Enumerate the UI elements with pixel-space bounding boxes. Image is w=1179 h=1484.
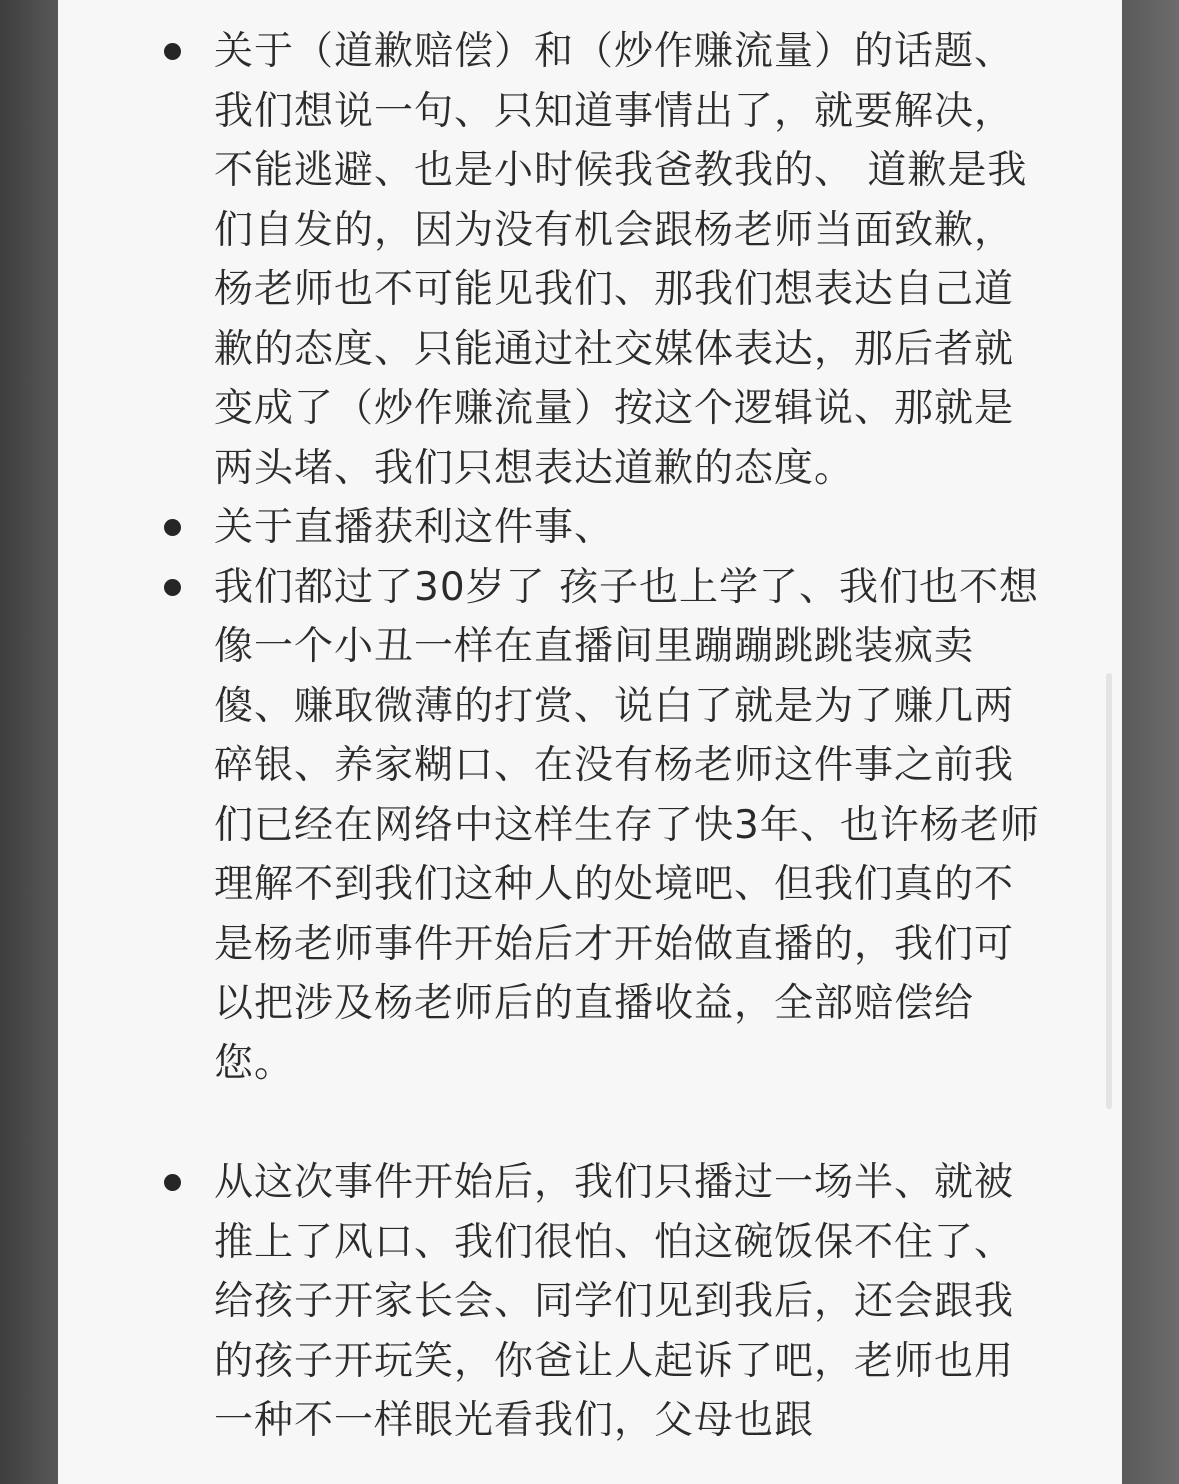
vertical-scrollbar[interactable] — [1106, 673, 1112, 1109]
bullet-dot-icon — [164, 1174, 181, 1191]
bullet-dot-icon — [164, 43, 181, 60]
bullet-item-livestream-profit — [58, 498, 1049, 558]
bullet-item-apology — [58, 22, 1049, 498]
bullet-dot-icon — [164, 579, 181, 596]
document-page[interactable] — [58, 0, 1122, 1484]
bullet-dot-icon — [164, 519, 181, 536]
right-background-edge — [1122, 0, 1179, 1484]
bullet-text: 关于（道歉赔偿）和（炒作赚流量）的话题、我们想说一句、只知道事情出了，就要解决，不能逃避、也是小时候我爸教我的、 道歉是我们自发的，因为没有机会跟杨老师当面致歉，杨老师也不可能见我们、那我们想表达自己道歉的态度、只能通过社交媒体表达，那后者就变成了（炒作赚流量）按这个逻辑说、那就是两头堵、我们只想表达道歉的态度。 — [214, 29, 1028, 491]
bullet-text: 我们都过了30岁了 孩子也上学了、我们也不想像一个小丑一样在直播间里蹦蹦跳跳装疯卖傻、赚取微薄的打赏、说白了就是为了赚几两碎银、养家糊口、在没有杨老师这件事之前我们已经在网络中这样生存了快3年、也许杨老师理解不到我们这种人的处境吧、但我们真的不是杨老师事件开始后才开始做直播的，我们可以把涉及杨老师后的直播收益，全部赔偿给您。 — [214, 564, 1040, 1086]
bullet-item-since-event — [58, 1153, 1049, 1451]
bullet-item-livelihood — [58, 558, 1049, 1094]
left-background-edge — [0, 0, 58, 1484]
statement-bullet-list — [58, 22, 1122, 1451]
bullet-text: 关于直播获利这件事、 — [214, 505, 615, 550]
bullet-text: 从这次事件开始后，我们只播过一场半、就被推上了风口、我们很怕、怕这碗饭保不住了、给孩子开家长会、同学们见到我后，还会跟我的孩子开玩笑，你爸让人起诉了吧，老师也用一种不一样眼光看我们，父母也跟 — [214, 1160, 1015, 1443]
